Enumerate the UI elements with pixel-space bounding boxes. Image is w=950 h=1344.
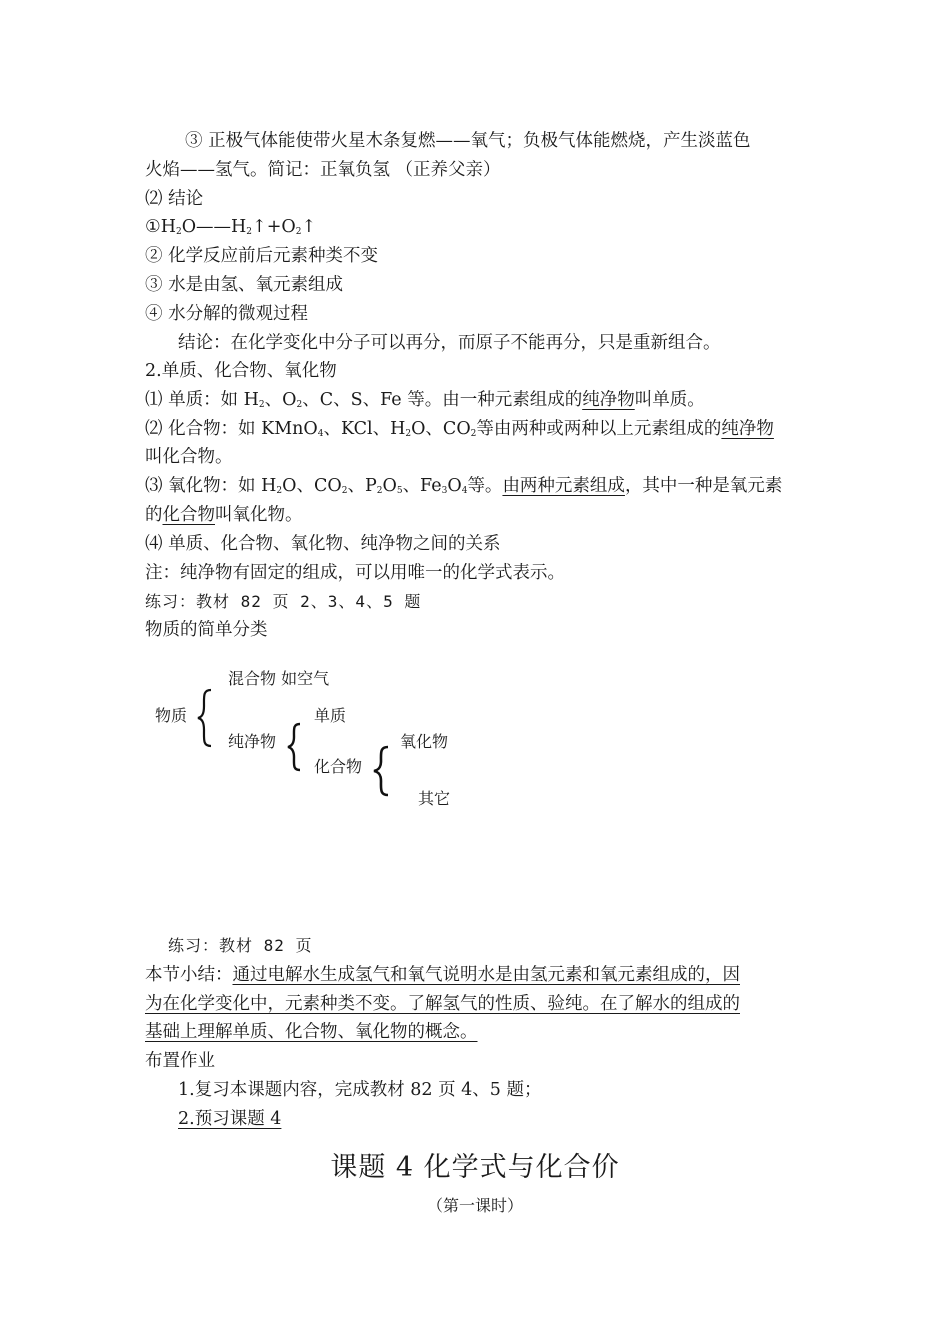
diagram-oxide: 氧化物 xyxy=(400,732,449,751)
brace-icon xyxy=(370,745,392,797)
diagram-element: 单质 xyxy=(314,706,347,725)
summary-line: 本节小结：通过电解水生成氢气和氧气说明水是由氢元素和氧元素组成的，因 xyxy=(145,965,740,985)
text-line: ⑵ 结论 xyxy=(145,189,204,209)
diagram-other: 其它 xyxy=(418,789,451,808)
brace-icon xyxy=(195,688,215,748)
exercise-line: 练习：教材 82 页 2、3、4、5 题 xyxy=(145,592,422,611)
homework-heading: 布置作业 xyxy=(145,1051,215,1071)
diagram-compound: 化合物 xyxy=(314,757,363,776)
text-line: 结论：在化学变化中分子可以再分，而原子不能再分，只是重新组合。 xyxy=(178,333,721,353)
text-line: ④ 水分解的微观过程 xyxy=(145,304,309,324)
definition-element: ⑴ 单质：如 $H_2$、$O_2$、C、S、Fe 等。由一种元素组成的纯净物叫单质。 xyxy=(145,390,705,410)
brace-icon xyxy=(284,722,304,772)
diagram-pure: 纯净物 xyxy=(228,732,277,751)
definition-oxide: ⑶ 氧化物：如 $H_2O$、$CO_2$、$P_2O_5$、$Fe_3O_4$等。由两种元素组成，其中一种是氧元素 xyxy=(145,476,783,496)
text-line: ⑷ 单质、化合物、氧化物、纯净物之间的关系 xyxy=(145,534,501,554)
equation-line: $①H_2O——H_2↑+O_2↑$ xyxy=(145,217,317,237)
text-line: 叫化合物。 xyxy=(145,447,233,467)
text-line: 物质的简单分类 xyxy=(145,620,268,640)
text-line: 火焰——氢气。简记：正氧负氢 （正养父亲） xyxy=(145,160,501,180)
definition-compound: ⑵ 化合物：如 KMnO$_4$、KCl、$H_2O$、$CO_2$等由两种或两种以上元素组成的纯净物 xyxy=(145,419,774,439)
lesson-title: 课题 4 化学式与化合价 xyxy=(330,1152,620,1183)
note-line: 注：纯净物有固定的组成，可以用唯一的化学式表示。 xyxy=(145,563,565,583)
exercise-line: 练习：教材 82 页 xyxy=(168,936,313,955)
text-line: 的化合物叫氧化物。 xyxy=(145,505,303,525)
section-heading: 2.单质、化合物、氧化物 xyxy=(145,361,337,381)
text-line: ③ 水是由氢、氧元素组成 xyxy=(145,275,344,295)
homework-item: 1.复习本课题内容，完成教材 82 页 4、5 题； xyxy=(178,1080,542,1100)
diagram-mixture: 混合物 如空气 xyxy=(228,669,330,688)
diagram-substance: 物质 xyxy=(155,706,188,725)
summary-line: 基础上理解单质、化合物、氧化物的概念。 xyxy=(145,1022,478,1042)
text-line: ② 化学反应前后元素种类不变 xyxy=(145,246,379,266)
summary-line: 为在化学变化中，元素种类不变。了解氢气的性质、验纯。在了解水的组成的 xyxy=(145,994,740,1014)
homework-item: 2.预习课题 4 xyxy=(178,1109,282,1129)
text-line: ③ 正极气体能使带火星木条复燃——氧气；负极气体能燃烧，产生淡蓝色 xyxy=(185,131,751,151)
lesson-subtitle: （第一课时） xyxy=(426,1196,523,1215)
